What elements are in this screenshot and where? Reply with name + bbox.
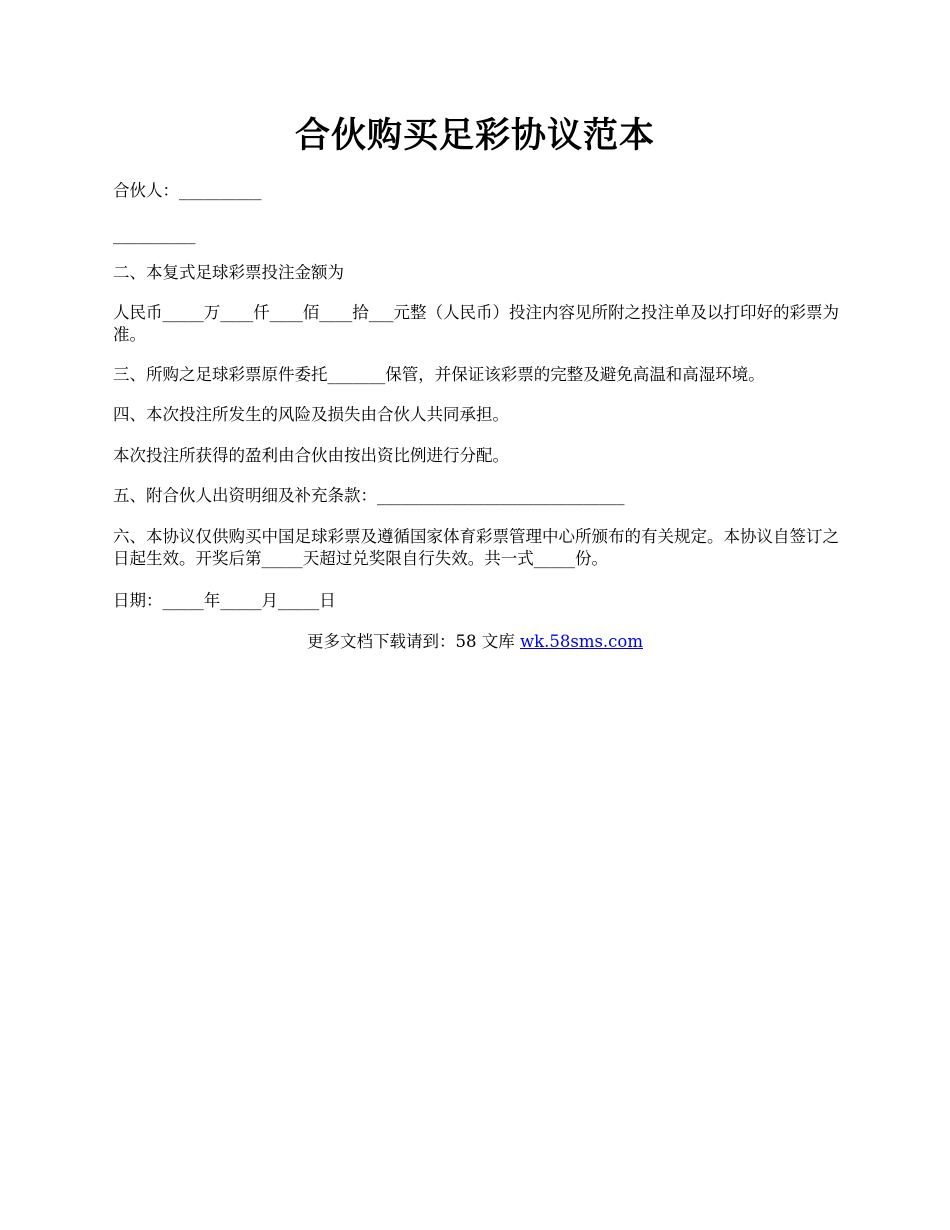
footer-prefix: 更多文档下载请到：58 文库 (306, 632, 520, 651)
footer-download-note (0, 631, 950, 653)
clause-3: 三、所购之足球彩票原件委托_______保管，并保证该彩票的完整及避免高温和高湿环境。 (113, 365, 765, 384)
document-title: 合伙购买足彩协议范本 (294, 115, 655, 156)
partner-line: 合伙人：__________ (113, 181, 262, 200)
clause-4: 四、本次投注所发生的风险及损失由合伙人共同承担。 (113, 405, 509, 424)
date-line: 日期：_____年_____月_____日 (113, 591, 336, 610)
clause-2-amount: 人民币_____万____仟____佰____拾___元整（人民币）投注内容见所附之投注单及以打印好的彩票为准。 (113, 303, 839, 344)
partner-blank-line: __________ (113, 225, 196, 244)
clause-4-profit: 本次投注所获得的盈利由合伙由按出资比例进行分配。 (113, 446, 509, 465)
clause-5: 五、附合伙人出资明细及补充条款：______________________________ (113, 486, 625, 505)
clause-6: 六、本协议仅供购买中国足球彩票及遵循国家体育彩票管理中心所颁布的有关规定。本协议自签订之日起生效。开奖后第_____天超过兑奖限自行失效。共一式_____份。 (113, 527, 839, 568)
clause-2-heading: 二、本复式足球彩票投注金额为 (113, 263, 344, 282)
footer-link[interactable]: wk.58sms.com (519, 632, 643, 651)
